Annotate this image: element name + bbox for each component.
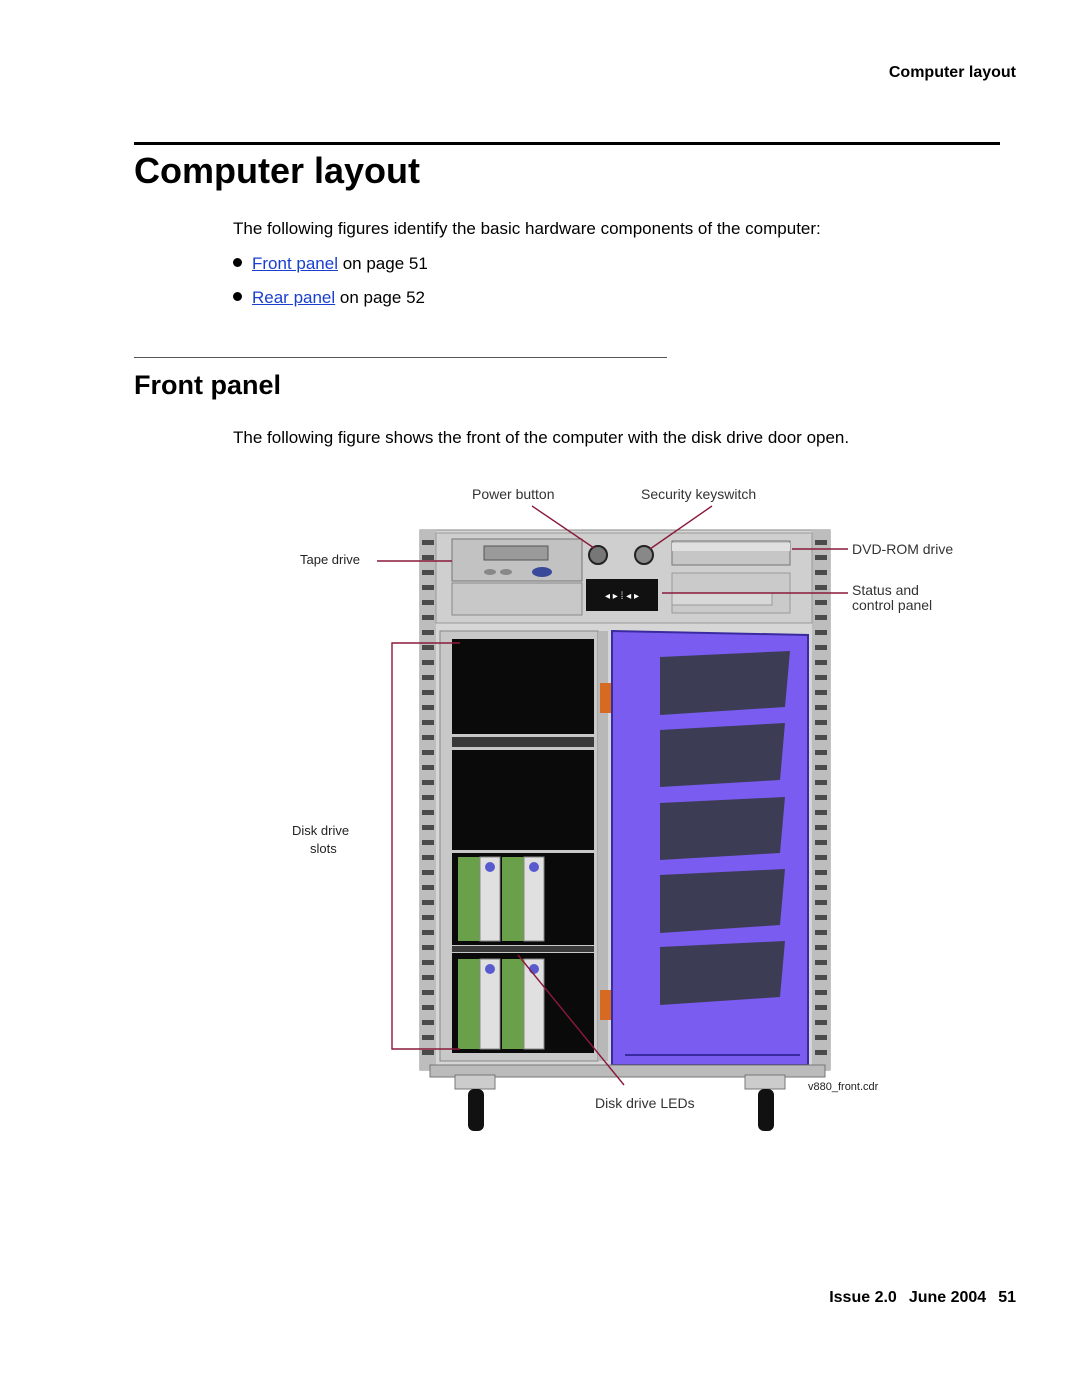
disk-drives-lower	[452, 953, 594, 1053]
subsection-rule	[134, 357, 667, 358]
left-side-rail	[420, 530, 436, 1070]
right-side-rail	[812, 530, 830, 1070]
right-caster	[745, 1075, 785, 1131]
status-panel-label: Status and	[852, 582, 919, 598]
page-ref: on page 51	[338, 254, 428, 273]
disk-drives-upper	[452, 853, 594, 945]
disk-leds-label: Disk drive LEDs	[595, 1095, 695, 1111]
disk-drive-door	[598, 631, 808, 1065]
front-panel-link[interactable]: Front panel	[252, 254, 338, 273]
disk-slot	[452, 639, 594, 734]
security-keyswitch-label: Security keyswitch	[641, 486, 757, 502]
page-footer	[817, 1289, 1016, 1307]
power-button-label: Power button	[472, 486, 555, 502]
figure-intro-text: The following figure shows the front of the computer with the disk drive door open.	[233, 428, 850, 447]
status-control-panel	[586, 579, 658, 611]
running-header: Computer layout	[888, 64, 1016, 81]
tape-drive-label: Tape drive	[300, 552, 360, 567]
dvd-rom-drive	[672, 541, 790, 613]
disk-slot	[452, 750, 594, 850]
subsection-title: Front panel	[134, 370, 281, 400]
list-item	[233, 288, 425, 308]
issue-date: June 2004	[908, 1289, 987, 1306]
issue-number: Issue 2.0	[829, 1289, 897, 1306]
list-item	[233, 254, 428, 274]
disk-slots-label: slots	[310, 841, 337, 856]
dvd-rom-label: DVD-ROM drive	[852, 541, 954, 557]
page-number: 51	[998, 1289, 1016, 1306]
section-rule	[134, 142, 1000, 145]
front-panel-figure	[280, 475, 980, 1140]
status-panel-label: control panel	[852, 597, 933, 613]
left-caster	[455, 1075, 495, 1131]
disk-slots-label: Disk drive	[292, 823, 350, 838]
page-ref: on page 52	[335, 288, 425, 307]
intro-text: The following figures identify the basic hardware components of the computer:	[233, 219, 821, 238]
tape-drive	[452, 539, 582, 615]
bullet-icon	[233, 292, 242, 301]
svg-text:◂ ▸ ⁞ ◂ ▸: ◂ ▸ ⁞ ◂ ▸	[605, 591, 639, 602]
rear-panel-link[interactable]: Rear panel	[252, 288, 336, 307]
power-button	[589, 546, 607, 564]
disk-rail	[452, 946, 594, 952]
figure-filename: v880_front.cdr	[808, 1081, 879, 1093]
bullet-icon	[233, 258, 242, 267]
disk-rail	[452, 737, 594, 747]
page-title: Computer layout	[134, 150, 421, 191]
